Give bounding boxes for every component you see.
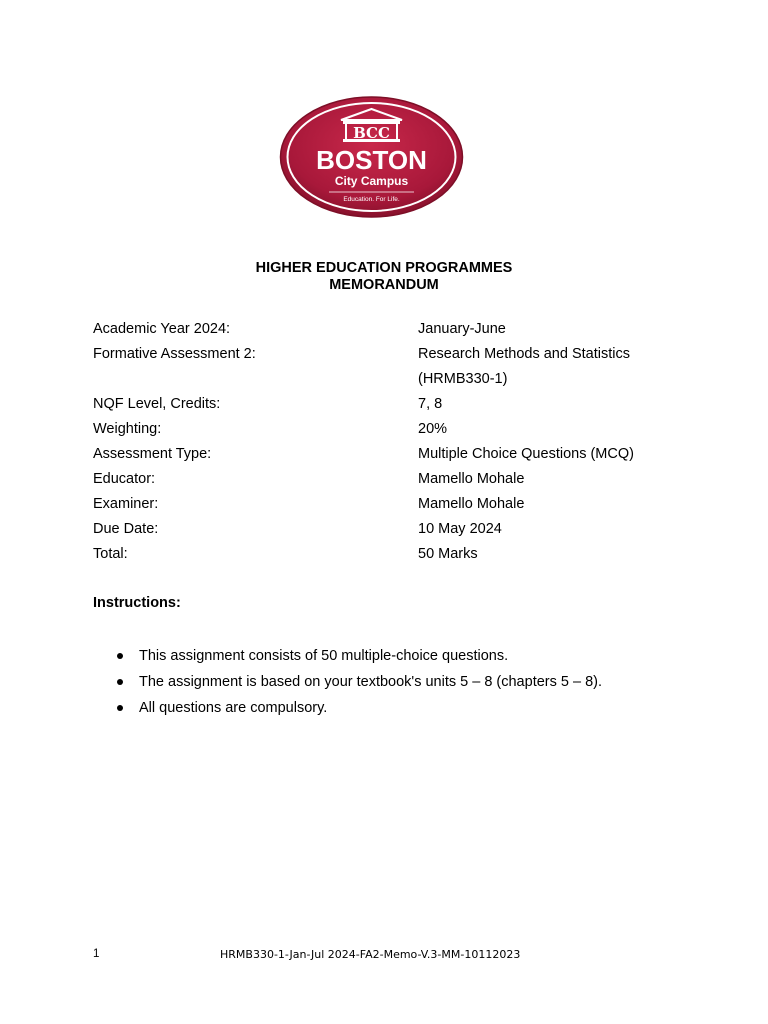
info-label: Educator:	[93, 471, 156, 487]
info-label-empty	[93, 367, 418, 392]
info-value: 10 May 2024	[418, 521, 502, 537]
info-row-total	[93, 542, 693, 567]
info-value: Mamello Mohale	[418, 496, 525, 512]
bullet-icon	[117, 679, 123, 685]
info-row-educator	[93, 467, 693, 492]
info-label: Due Date:	[93, 521, 159, 537]
instruction-text: The assignment is based on your textbook's units 5 – 8 (chapters 5 – 8).	[139, 674, 602, 690]
info-label: Total:	[93, 546, 128, 562]
instruction-text: All questions are compulsory.	[139, 700, 328, 716]
info-value: Mamello Mohale	[418, 471, 525, 487]
info-label: Academic Year 2024:	[93, 321, 231, 337]
heading-programmes: HIGHER EDUCATION PROGRAMMES	[255, 260, 513, 276]
info-value: 20%	[418, 421, 448, 437]
instruction-text: This assignment consists of 50 multiple-choice questions.	[139, 648, 509, 664]
logo-monogram: BCC	[353, 124, 390, 142]
info-value: 50 Marks	[418, 546, 478, 562]
info-row-examiner	[93, 492, 693, 517]
info-row-nqf	[93, 392, 693, 417]
document-reference: HRMB330-1-Jan-Jul 2024-FA2-Memo-V.3-MM-10112023	[220, 948, 521, 961]
info-value: 7, 8	[418, 396, 443, 412]
list-item	[115, 643, 602, 669]
page-number: 1	[93, 948, 100, 960]
info-row-formative	[93, 342, 693, 367]
logo-subtitle: City Campus	[334, 174, 409, 188]
info-label: NQF Level, Credits:	[93, 396, 221, 412]
info-row-type	[93, 442, 693, 467]
assessment-info	[93, 317, 693, 567]
info-value: January-June	[418, 321, 506, 337]
logo-name: BOSTON	[316, 145, 427, 175]
instructions-list	[115, 643, 602, 721]
list-item	[115, 669, 602, 695]
logo-graphic	[279, 96, 464, 218]
bullet-icon	[117, 653, 123, 659]
heading-memorandum: MEMORANDUM	[329, 277, 439, 293]
info-label: Examiner:	[93, 496, 159, 512]
info-value: Research Methods and Statistics	[418, 346, 630, 362]
info-row-formative-code	[93, 367, 693, 392]
bullet-icon	[117, 705, 123, 711]
info-value: (HRMB330-1)	[418, 371, 508, 387]
info-row-academic-year	[93, 317, 693, 342]
boston-city-campus-logo	[279, 96, 464, 218]
document-heading	[0, 260, 768, 294]
info-label: Weighting:	[93, 421, 162, 437]
logo-tagline: Education. For Life.	[343, 196, 400, 203]
info-label: Assessment Type:	[93, 446, 212, 462]
info-label: Formative Assessment 2:	[93, 346, 256, 362]
instructions-title: Instructions:	[93, 595, 181, 611]
info-row-due-date	[93, 517, 693, 542]
info-row-weighting	[93, 417, 693, 442]
info-value: Multiple Choice Questions (MCQ)	[418, 446, 634, 462]
list-item	[115, 695, 602, 721]
